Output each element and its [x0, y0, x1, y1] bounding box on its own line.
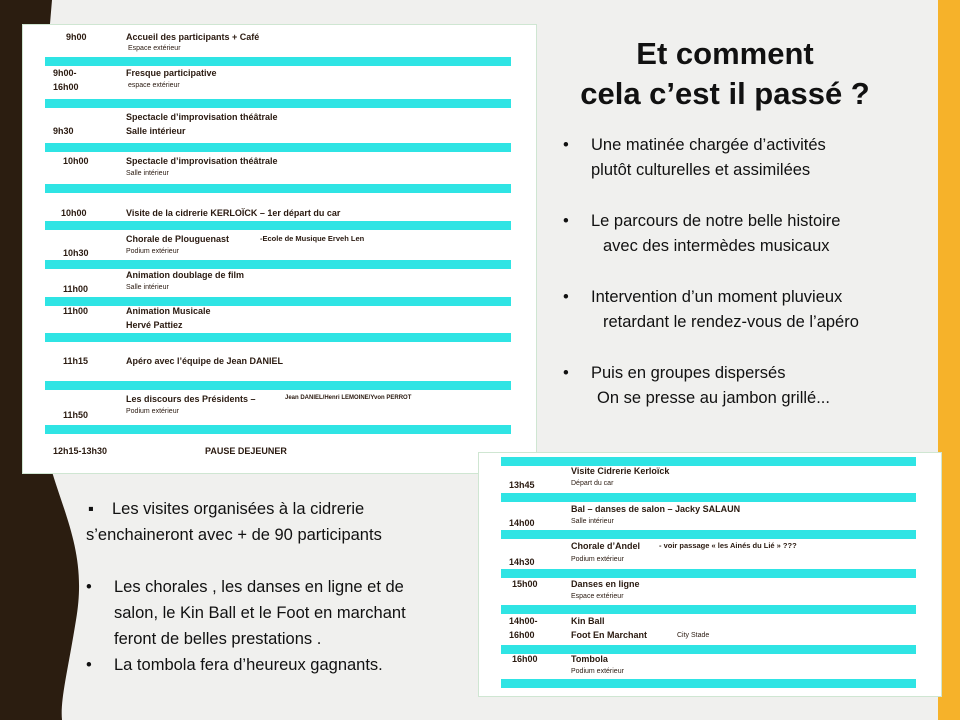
row-title: Apéro avec l’équipe de Jean DANIEL [126, 356, 284, 366]
bullet-item [86, 574, 476, 652]
row-title: Kin Ball [571, 616, 605, 626]
bullet-text-2: On se presse au jambon grillé... [597, 389, 830, 407]
row-band [45, 381, 511, 390]
row-band [45, 221, 511, 230]
row-subtitle: Départ du car [571, 480, 614, 487]
bullet-dot: • [86, 578, 92, 596]
row-title: Danses en ligne [571, 579, 640, 589]
row-subtitle: Salle intérieur [126, 284, 169, 291]
bullet-dot: • [563, 212, 569, 230]
bullet-item [86, 652, 476, 678]
row-time: 15h00 [512, 579, 538, 589]
row-band [501, 493, 916, 502]
bullet-text: Les visites organisées à la cidrerie [112, 500, 365, 518]
row-extra: -Ecole de Musique Erveh Len [260, 234, 365, 243]
row-band [501, 679, 916, 688]
square-bullet-marker: ▪ [88, 500, 94, 518]
row-title-line2: Hervé Pattiez [126, 320, 183, 330]
title-line-1: Et comment [636, 36, 814, 71]
slide-title [540, 34, 910, 114]
bullet-text: Puis en groupes dispersés [591, 364, 786, 382]
programme-afternoon [478, 452, 942, 697]
row-band [45, 260, 511, 269]
bullet-dot: • [563, 136, 569, 154]
bullet-dot: • [563, 288, 569, 306]
row-subtitle: Podium extérieur [571, 668, 624, 675]
bullet-text: La tombola fera d’heureux gagnants. [114, 656, 383, 674]
row-time: 11h00 [63, 284, 89, 294]
row-time-end: 16h00 [509, 630, 535, 640]
row-band [501, 605, 916, 614]
row-title-line2: Foot En Marchant [571, 630, 647, 640]
row-title: Animation doublage de film [126, 270, 245, 280]
bullet-item [563, 361, 933, 411]
row-title: Accueil des participants + Café [126, 32, 260, 42]
row-time-end: 16h00 [53, 82, 79, 92]
row-time: 11h00 [63, 306, 89, 316]
row-time: 10h00 [63, 156, 89, 166]
programme-morning [22, 24, 537, 474]
row-title: Visite de la cidrerie KERLOÏCK – 1er départ du car [126, 208, 341, 218]
row-band [501, 457, 916, 466]
row-subtitle: Espace extérieur [571, 593, 624, 600]
row-time: 9h00- [53, 68, 77, 78]
row-band [45, 143, 511, 152]
bullet-dot: • [86, 656, 92, 674]
row-subtitle: Podium extérieur [126, 248, 179, 255]
row-title: PAUSE DEJEUNER [205, 446, 287, 456]
bullet-text-2: avec des intermèdes musicaux [603, 237, 830, 255]
row-title: Bal – danses de salon – Jacky SALAUN [571, 504, 741, 514]
row-band [501, 569, 916, 578]
row-title: Fresque participative [126, 68, 217, 78]
row-title: Visite Cidrerie Kerloïck [571, 466, 670, 476]
row-time: 13h45 [509, 480, 535, 490]
row-subtitle: Salle intérieur [126, 170, 169, 177]
row-time: 12h15-13h30 [53, 446, 108, 456]
row-time: 10h00 [61, 208, 87, 218]
row-band [45, 297, 511, 306]
row-time: 16h00 [512, 654, 538, 664]
row-extra: City Stade [677, 632, 710, 639]
row-title-line2: Salle intérieur [126, 126, 186, 136]
bullet-item [563, 209, 933, 259]
row-band [45, 184, 511, 193]
title-line-2: cela c’est il passé ? [580, 76, 870, 111]
bullet-text: Intervention d’un moment pluvieux [591, 288, 843, 306]
bullet-dot: • [563, 364, 569, 382]
bullet-text-2: salon, le Kin Ball et le Foot en marchant [114, 604, 406, 622]
row-subtitle: Podium extérieur [126, 408, 179, 415]
row-extra: - voir passage « les Ainés du Lié » ??? [659, 541, 797, 550]
bullet-text: Le parcours de notre belle histoire [591, 212, 841, 230]
row-band [45, 333, 511, 342]
row-band [501, 645, 916, 654]
bullet-text-2: plutôt culturelles et assimilées [591, 161, 811, 179]
bullet-text: Les chorales , les danses en ligne et de [114, 578, 404, 596]
row-time: 10h30 [63, 248, 89, 258]
square-bullet-item [86, 496, 476, 548]
row-subtitle: Espace extérieur [128, 45, 181, 52]
row-band [45, 425, 511, 434]
bullet-item [563, 133, 933, 183]
row-title: Chorale de Plouguenast [126, 234, 230, 244]
row-time: 11h50 [63, 410, 89, 420]
bullet-text-3: feront de belles prestations . [114, 630, 322, 648]
row-title: Tombola [571, 654, 608, 664]
right-bullet-list [563, 133, 933, 411]
row-subtitle: Podium extérieur [571, 556, 624, 563]
row-title: Chorale d’Andel [571, 541, 641, 551]
row-time: 14h00- [509, 616, 538, 626]
row-time: 11h15 [63, 356, 89, 366]
lower-bullet-list [86, 496, 476, 678]
row-time: 14h00 [509, 518, 535, 528]
row-subtitle: Salle intérieur [571, 518, 614, 525]
row-title: Spectacle d’improvisation théâtrale [126, 156, 278, 166]
bullet-text: Une matinée chargée d’activités [591, 136, 826, 154]
bullet-text-2: retardant le rendez-vous de l’apéro [603, 313, 859, 331]
row-band [45, 99, 511, 108]
row-time: 14h30 [509, 557, 535, 567]
row-subtitle: espace extérieur [128, 82, 180, 89]
bullet-text-2: s’enchaineront avec + de 90 participants [86, 526, 382, 544]
row-extra: Jean DANIEL/Henri LEMOINE/Yvon PERROT [285, 395, 412, 401]
bullet-item [563, 285, 933, 335]
row-band [501, 530, 916, 539]
row-title: Spectacle d’improvisation théâtrale [126, 112, 278, 122]
row-band [45, 57, 511, 66]
row-title: Les discours des Présidents – [126, 394, 256, 404]
row-title: Animation Musicale [126, 306, 211, 316]
row-time: 9h00 [66, 32, 87, 42]
row-time: 9h30 [53, 126, 74, 136]
